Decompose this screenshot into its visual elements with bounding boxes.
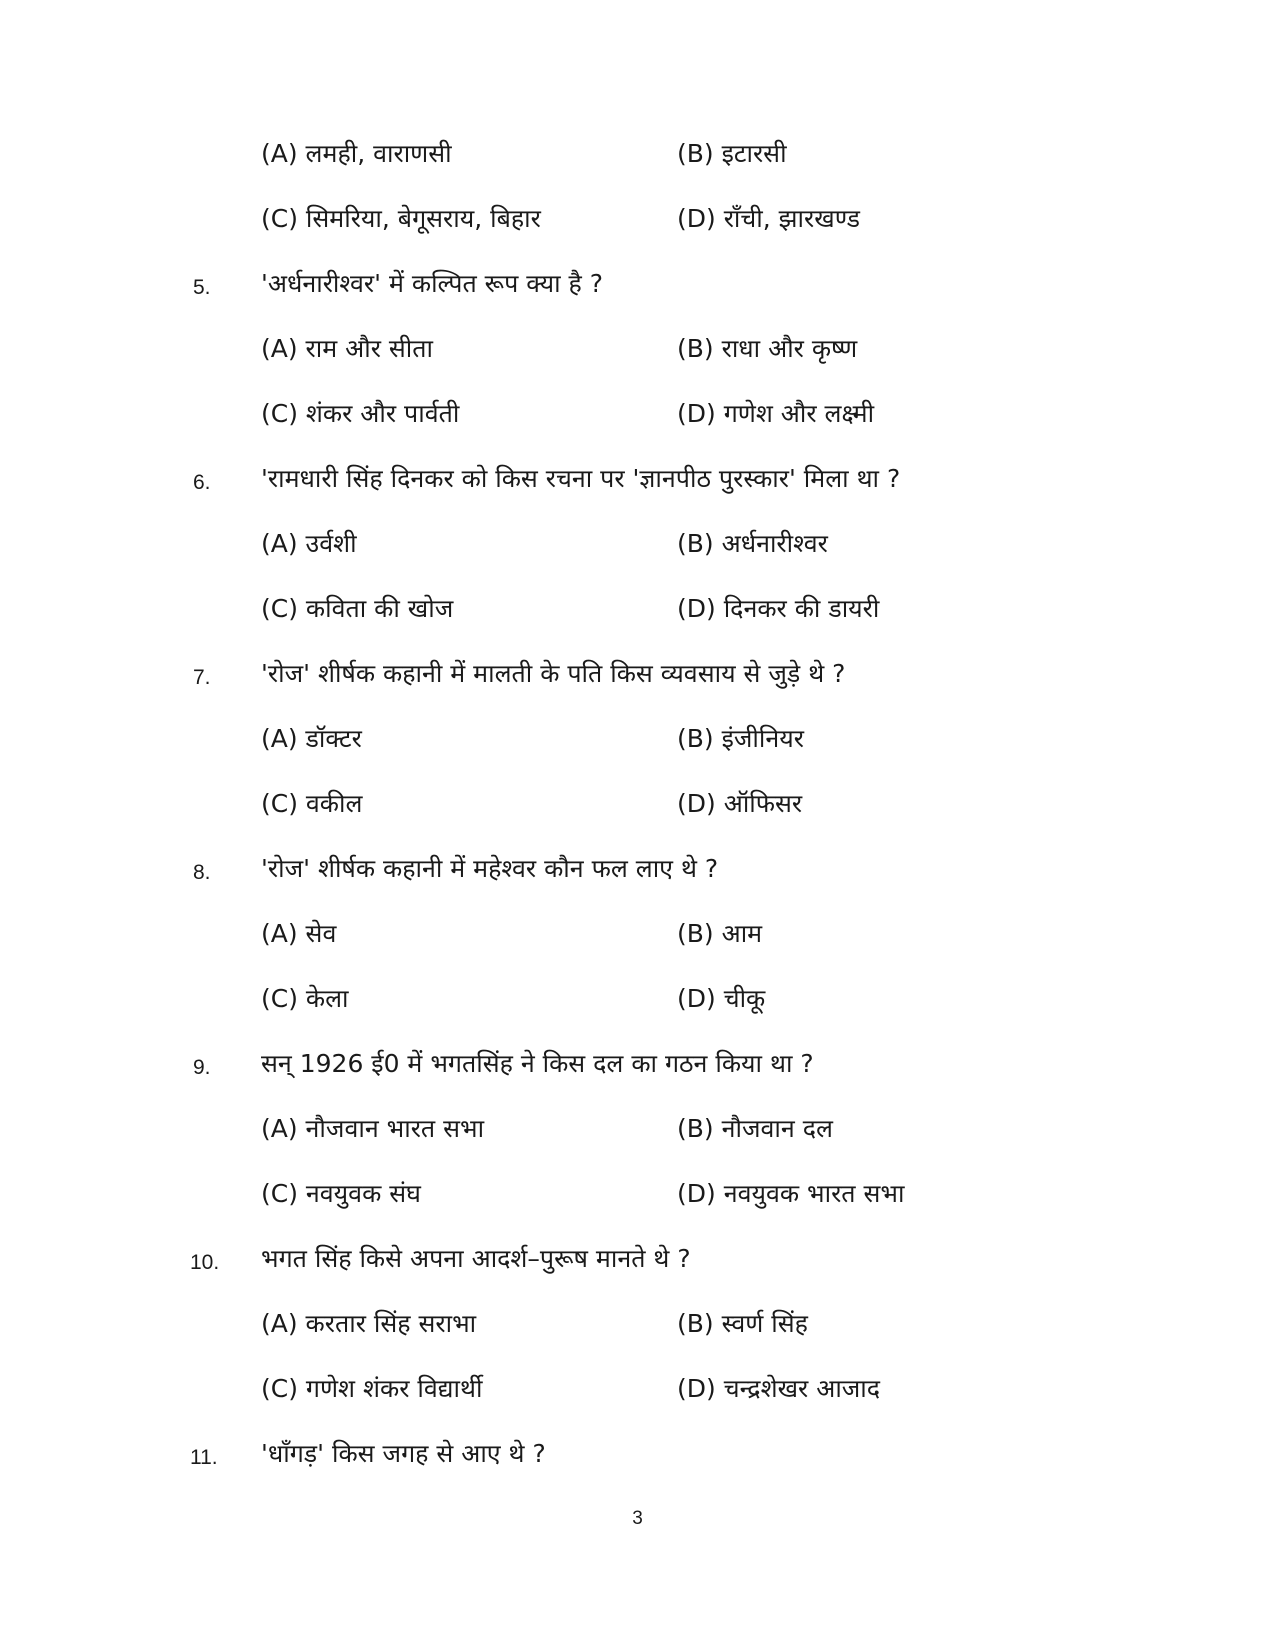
- q8-option-b: (B) आम: [677, 919, 763, 948]
- q9-option-a: (A) नौजवान भारत सभा: [261, 1114, 485, 1143]
- q4-option-a: (A) लमही, वाराणसी: [261, 139, 452, 168]
- question-text: भगत सिंह किसे अपना आदर्श–पुरूष मानते थे ?: [261, 1244, 691, 1273]
- q10-option-a: (A) करतार सिंह सराभा: [261, 1309, 477, 1338]
- question-text: 'रोज' शीर्षक कहानी में मालती के पति किस व्यवसाय से जुड़े थे ?: [261, 659, 846, 688]
- q5-option-b: (B) राधा और कृष्ण: [677, 334, 858, 363]
- question-number: 8.: [193, 861, 211, 884]
- question-text: 'अर्धनारीश्वर' में कल्पित रूप क्या है ?: [261, 269, 604, 298]
- q9-option-d: (D) नवयुवक भारत सभा: [677, 1179, 905, 1208]
- question-number: 7.: [193, 666, 211, 689]
- question-number: 9.: [193, 1056, 211, 1079]
- question-text: सन् 1926 ई0 में भगतसिंह ने किस दल का गठन किया था ?: [261, 1049, 814, 1078]
- q5-option-c: (C) शंकर और पार्वती: [261, 399, 460, 428]
- q4-option-d: (D) राँची, झारखण्ड: [677, 204, 860, 233]
- q8-option-c: (C) केला: [261, 984, 349, 1013]
- q6-option-b: (B) अर्धनारीश्वर: [677, 529, 828, 558]
- question-number: 11.: [190, 1446, 218, 1469]
- q7-option-b: (B) इंजीनियर: [677, 724, 804, 753]
- q4-option-c: (C) सिमरिया, बेगूसराय, बिहार: [261, 204, 541, 233]
- question-number: 6.: [193, 471, 211, 494]
- question-text: 'रामधारी सिंह दिनकर को किस रचना पर 'ज्ञानपीठ पुरस्कार' मिला था ?: [261, 464, 901, 493]
- q8-option-d: (D) चीकू: [677, 984, 766, 1013]
- question-number: 5.: [193, 276, 211, 299]
- q6-option-d: (D) दिनकर की डायरी: [677, 594, 880, 623]
- q8-option-a: (A) सेव: [261, 919, 337, 948]
- q10-option-d: (D) चन्द्रशेखर आजाद: [677, 1374, 881, 1403]
- q7-option-d: (D) ऑफिसर: [677, 789, 803, 818]
- q4-option-b: (B) इटारसी: [677, 139, 787, 168]
- q6-option-c: (C) कविता की खोज: [261, 594, 454, 623]
- page-number: 3: [632, 1508, 643, 1529]
- question-text: 'रोज' शीर्षक कहानी में महेश्वर कौन फल लाए थे ?: [261, 854, 719, 883]
- q10-option-b: (B) स्वर्ण सिंह: [677, 1309, 808, 1338]
- q9-option-c: (C) नवयुवक संघ: [261, 1179, 421, 1208]
- q7-option-c: (C) वकील: [261, 789, 363, 818]
- q5-option-d: (D) गणेश और लक्ष्मी: [677, 399, 875, 428]
- q6-option-a: (A) उर्वशी: [261, 529, 357, 558]
- q7-option-a: (A) डॉक्टर: [261, 724, 362, 753]
- question-text: 'धाँगड़' किस जगह से आए थे ?: [261, 1439, 546, 1468]
- q5-option-a: (A) राम और सीता: [261, 334, 433, 363]
- q10-option-c: (C) गणेश शंकर विद्यार्थी: [261, 1374, 483, 1403]
- q9-option-b: (B) नौजवान दल: [677, 1114, 833, 1143]
- question-number: 10.: [190, 1251, 220, 1274]
